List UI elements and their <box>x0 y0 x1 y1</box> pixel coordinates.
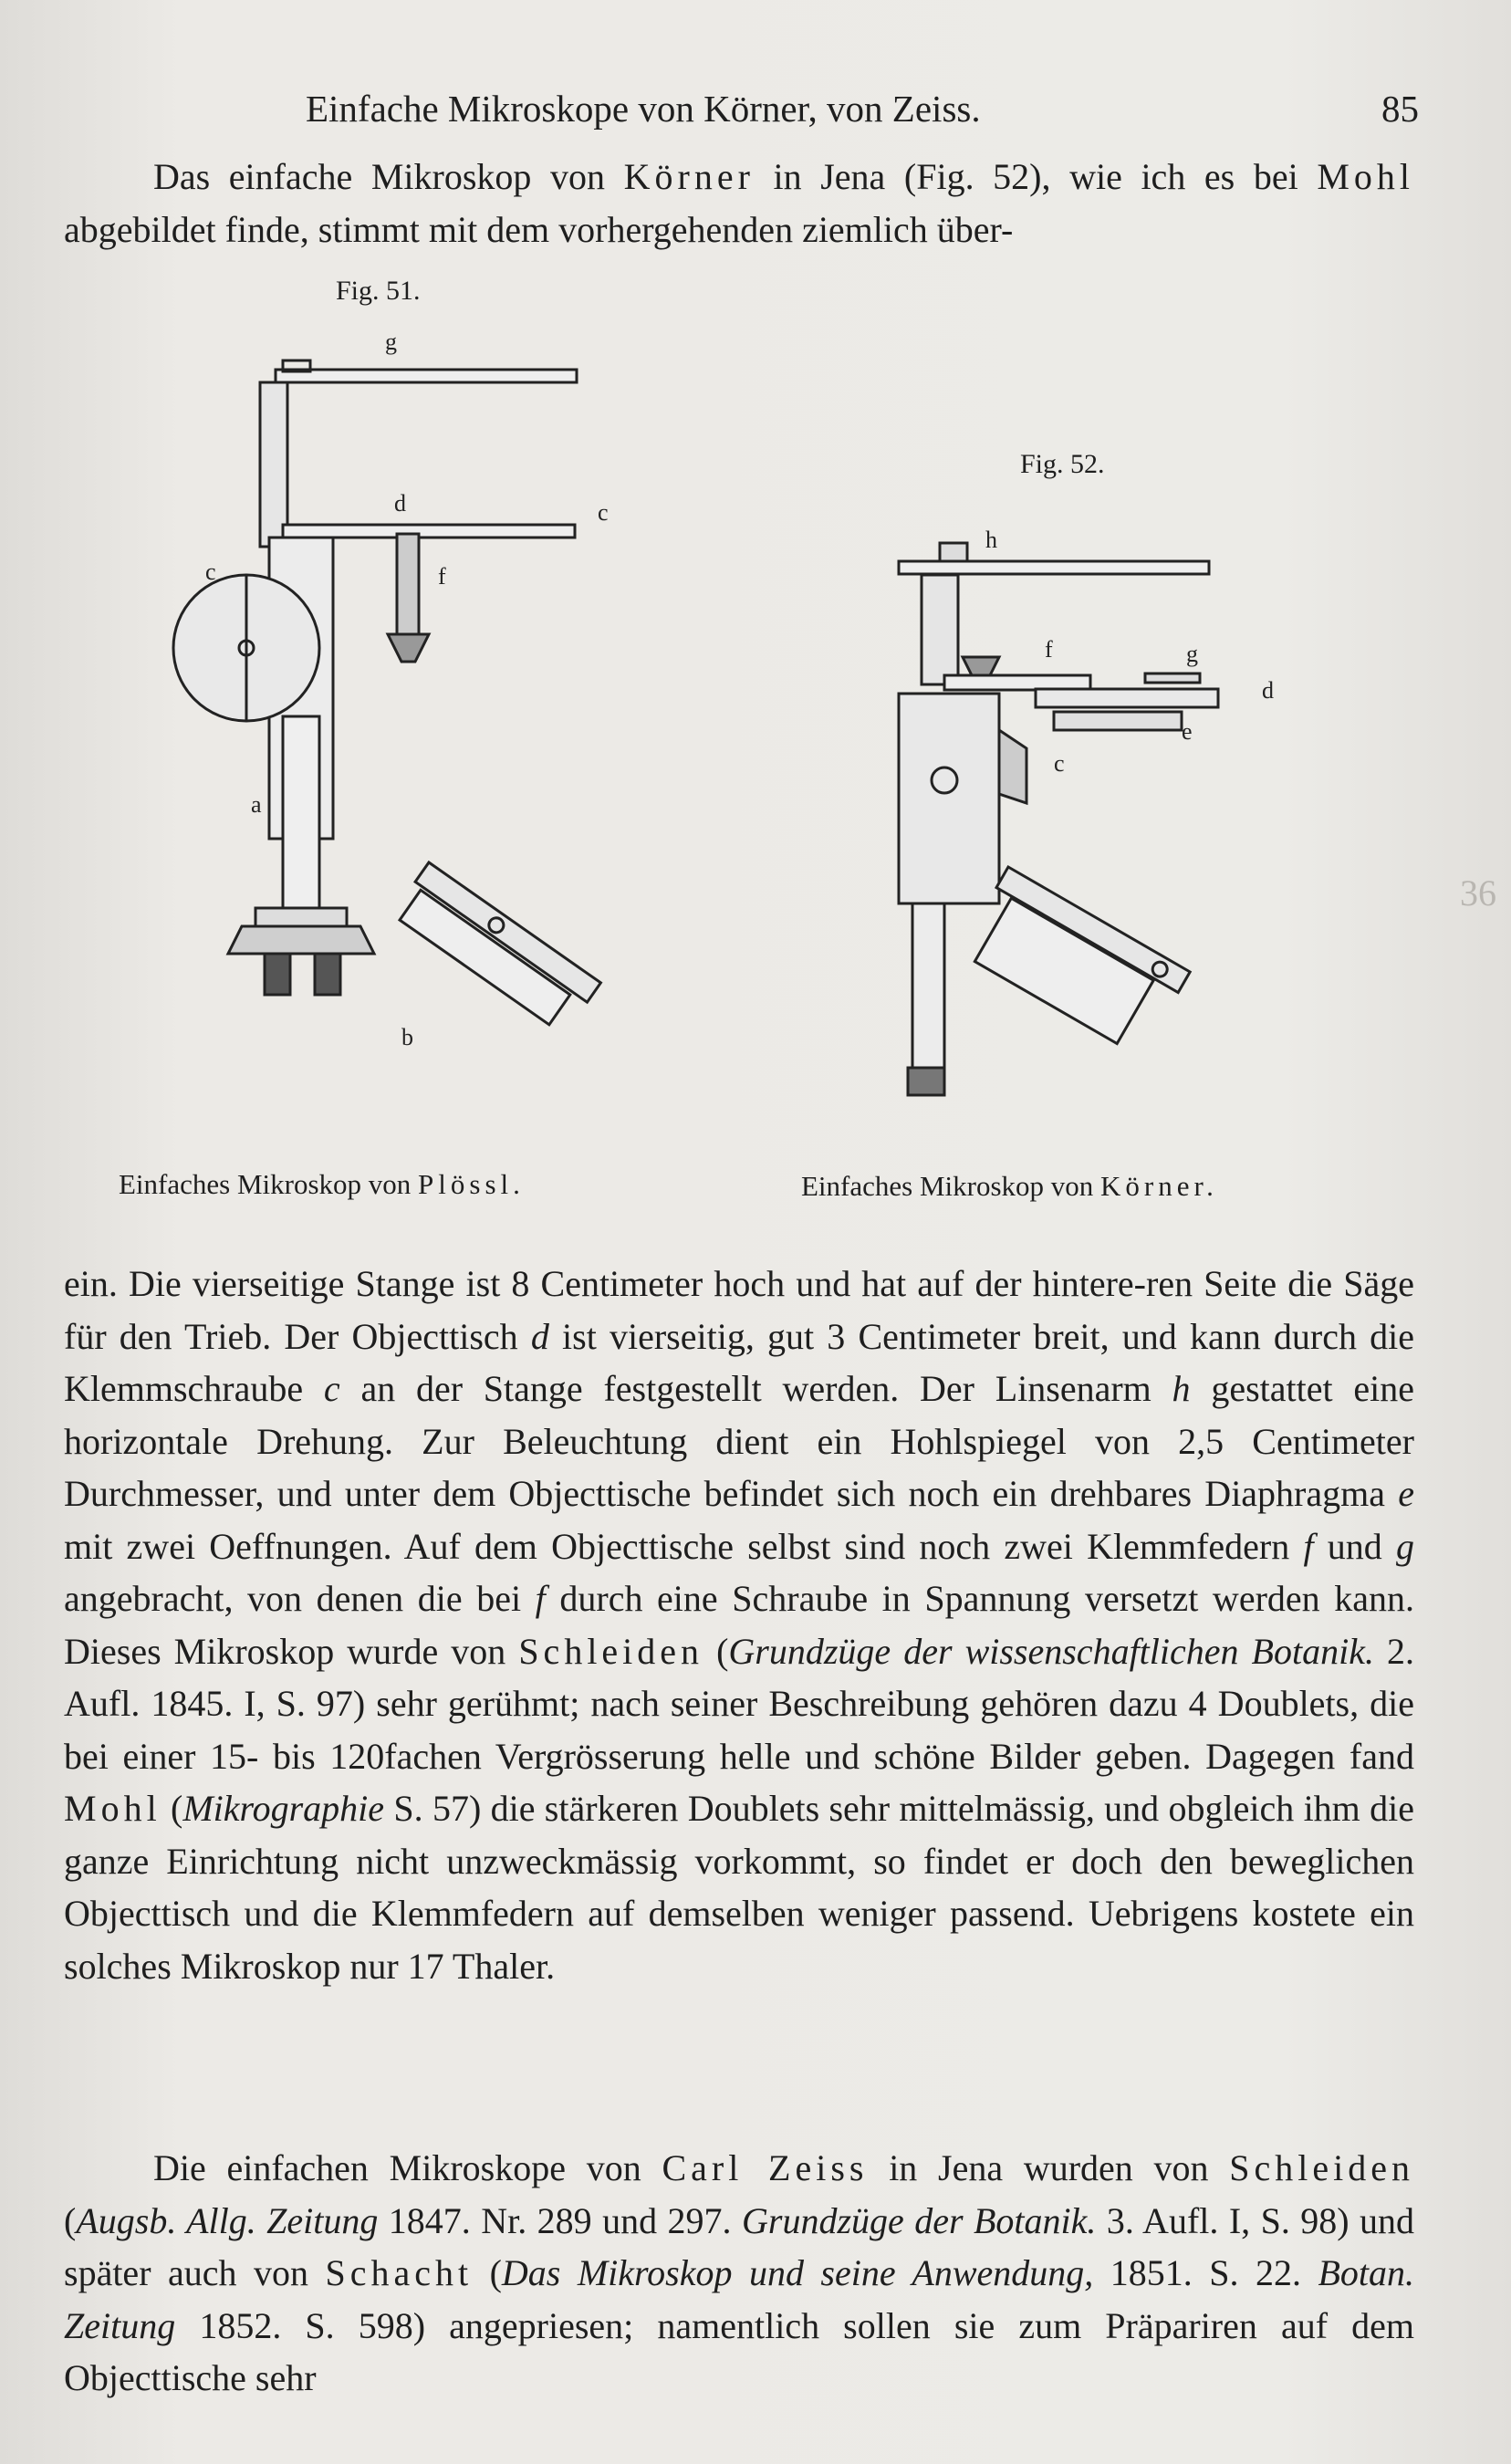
fig51-illustration <box>155 315 721 1127</box>
page-number: 85 <box>1381 88 1419 130</box>
fig51-caption: Einfaches Mikroskop von Plössl. <box>119 1168 525 1200</box>
fig51-letter-c1: c <box>598 499 609 526</box>
fig52-letter-e: e <box>1182 718 1193 745</box>
intro-text: Das einfache Mikroskop von Körner in Jena (Fig. 52), wie ich es bei Mohl abgebildet finde, stimmt mit dem vorhergehenden ziemlich über- <box>64 156 1414 250</box>
page-title: Einfache Mikroskope von Körner, von Zeiss. <box>306 88 981 130</box>
fig52-label: Fig. 52. <box>1020 449 1105 479</box>
body-text-2: Die einfachen Mikroskope von Carl Zeiss in Jena wurden von Schleiden (Augsb. Allg. Zeitung 1847. Nr. 289 und 297. Grundzüge der Botanik. 3. Aufl. I, S. 98) und später auch von Schacht (Das Mikroskop und seine Anwendung, 1851. S. 22. Botan. Zeitung 1852. S. 598) angepriesen; namentlich sollen sie zum Präpariren auf dem Objecttische sehr <box>64 2147 1415 2398</box>
name-korner: Körner <box>623 156 755 197</box>
body-paragraph-1 <box>64 1258 1414 1992</box>
running-header <box>306 87 1419 141</box>
fig52-letter-c: c <box>1054 750 1065 777</box>
name-mohl: Mohl <box>1317 156 1414 197</box>
fig52-letter-d: d <box>1262 677 1274 704</box>
fig51-letter-b: b <box>401 1024 413 1050</box>
fig52-letter-f: f <box>1045 636 1053 663</box>
intro-paragraph <box>64 151 1414 256</box>
fig52-letter-g: g <box>1186 641 1198 667</box>
fig51-letter-f: f <box>438 563 446 590</box>
body-paragraph-2 <box>64 2142 1414 2405</box>
fig51-label: Fig. 51. <box>336 276 421 306</box>
fig52-illustration <box>871 520 1346 1113</box>
fig51-letter-g: g <box>385 329 397 355</box>
fig51-letter-d: d <box>394 490 406 517</box>
fig51-letter-c2: c <box>205 559 216 585</box>
margin-number: 36 <box>1460 872 1496 914</box>
body-text-1: ein. Die vierseitige Stange ist 8 Centimeter hoch und hat auf der hintere-ren Seite die Säge für den Trieb. Der Objecttisch d ist vierseitig, gut 3 Centimeter breit, und kann durch die Klemmschraube c an der Stange festgestellt werden. Der Linsenarm h gestattet eine horizontale Drehung. Zur Beleuchtung dient ein Hohlspiegel von 2,5 Centimeter Durchmesser, und unter dem Objecttische befindet sich noch ein drehbares Diaphragma e mit zwei Oeffnungen. Auf dem Objecttische selbst sind noch zwei Klemmfedern f und g angebracht, von denen die bei f durch eine Schraube in Spannung versetzt werden kann. Dieses Mikroskop wurde von Schleiden (Grundzüge der wissenschaftlichen Botanik. 2. Aufl. 1845. I, S. 97) sehr gerühmt; nach seiner Beschreibung gehören dazu 4 Doublets, die bei einer 15- bis 120fachen Vergrösserung helle und schöne Bilder geben. Dagegen fand Mohl (Mikrographie S. 57) die stärkeren Doublets sehr mittelmässig, und obgleich ihm die ganze Einrichtung nicht unzweckmässig vorkommt, so findet er doch den beweglichen Objecttisch und die Klemmfedern auf demselben weniger passend. Uebrigens kostete ein solches Mikroskop nur 17 Thaler. <box>64 1263 1415 1987</box>
fig52-caption: Einfaches Mikroskop von Körner. <box>801 1170 1218 1202</box>
fig52-letter-h: h <box>985 527 997 553</box>
fig51-letter-a: a <box>251 791 262 818</box>
